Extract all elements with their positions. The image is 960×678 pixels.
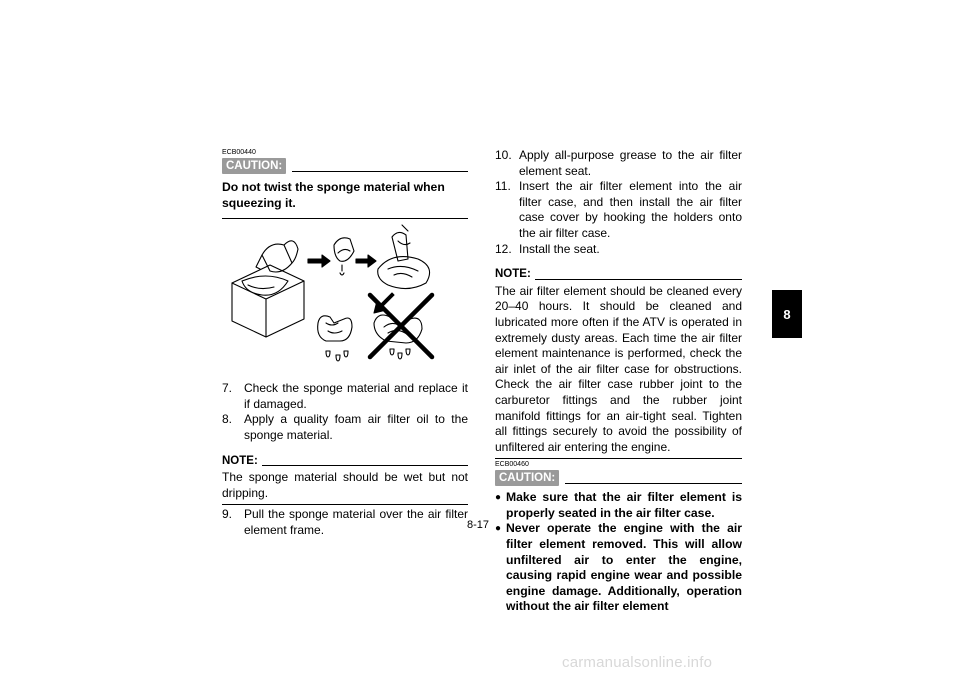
caution-bullet	[495, 490, 742, 521]
sponge-shape	[378, 257, 430, 289]
caution-header	[222, 158, 468, 174]
step-number: 10.	[495, 148, 512, 162]
step-text: Install the seat.	[519, 241, 600, 256]
note-bottom-rule	[495, 458, 742, 459]
step-number: 9.	[222, 507, 233, 522]
step-text: Check the sponge material and replace it if damaged.	[244, 381, 468, 411]
page-number: 8-17	[467, 519, 490, 531]
caution-header	[495, 470, 742, 486]
step-11	[495, 179, 742, 241]
step-number: 8.	[222, 412, 233, 427]
caution-code: ECB00440	[222, 149, 256, 156]
caution-badge: CAUTION:	[222, 158, 286, 174]
bullet-icon: ●	[495, 523, 502, 535]
step-10	[495, 148, 742, 179]
hands-correct	[318, 316, 352, 341]
sponge-cleaning-illustration	[222, 223, 468, 373]
step-text: Pull the sponge material over the air filter element frame.	[244, 507, 468, 537]
bullet-icon: ●	[495, 492, 502, 504]
prohibited-x-mark	[370, 295, 432, 357]
step-text: Insert the air filter element into the air filter case, and then install the air filter case cover by hooking the holders onto the air filter case.	[519, 179, 742, 240]
caution-bullets	[495, 490, 742, 615]
step-number: 12.	[495, 241, 512, 256]
caution-bullet	[495, 521, 742, 615]
arrow-2	[356, 255, 376, 267]
step-text: Apply a quality foam air filter oil to the sponge material.	[244, 412, 468, 442]
caution-badge: CAUTION:	[495, 470, 559, 486]
note-header-rule	[262, 465, 468, 466]
steps-7-8	[222, 381, 468, 443]
caution-header-rule	[292, 171, 468, 172]
caution-header-rule	[565, 483, 742, 484]
illustration-svg	[222, 223, 468, 373]
caution-bottom-rule	[222, 218, 468, 219]
section-tab: 8	[772, 290, 802, 338]
step-number: 7.	[222, 381, 233, 396]
left-column	[222, 148, 468, 539]
step-9-list	[222, 507, 468, 538]
note-label: NOTE:	[495, 268, 531, 281]
bullet-text: Make sure that the air filter element is properly seated in the air filter case.	[506, 490, 742, 520]
steps-10-12	[495, 148, 742, 257]
step-12	[495, 242, 742, 258]
caution-code: ECB00460	[495, 461, 529, 469]
step-9	[222, 507, 468, 538]
note-header	[495, 267, 742, 283]
arrow-1	[308, 255, 330, 267]
step-number: 11.	[495, 179, 511, 194]
note-header-rule	[535, 279, 742, 280]
note-text: The air filter element should be cleaned every 20–40 hours. It should be cleaned and lubricated more often if the ATV is operated in extremely dusty areas. Each time the air filter element maintenance is performed, check the air inlet of the air filter case for obstructions. Check the air filter case rubber joint to the carburetor fittings and the rubber joint manifold fittings for an air-tight seal. Tighten all fittings securely to avoid the possibility of unfiltered air entering the engine.	[495, 283, 742, 454]
step-text: Apply all-purpose grease to the air filter element seat.	[519, 148, 742, 178]
step-8	[222, 412, 468, 443]
note-bottom-rule	[222, 504, 468, 505]
bullet-text: Never operate the engine with the air filter element removed. This will allow unfiltered air to enter the engine, causing rapid engine wear and possible engine damage. Additionally, operation without the air filter element	[506, 521, 742, 614]
caution-text: Do not twist the sponge material when squeezing it.	[222, 180, 445, 210]
right-column	[495, 148, 742, 615]
note-header	[222, 454, 468, 470]
note-text: The sponge material should be wet but not dripping.	[222, 470, 468, 500]
step-7	[222, 381, 468, 412]
watermark: carmanualsonline.info	[562, 654, 713, 671]
note-label: NOTE:	[222, 454, 258, 467]
